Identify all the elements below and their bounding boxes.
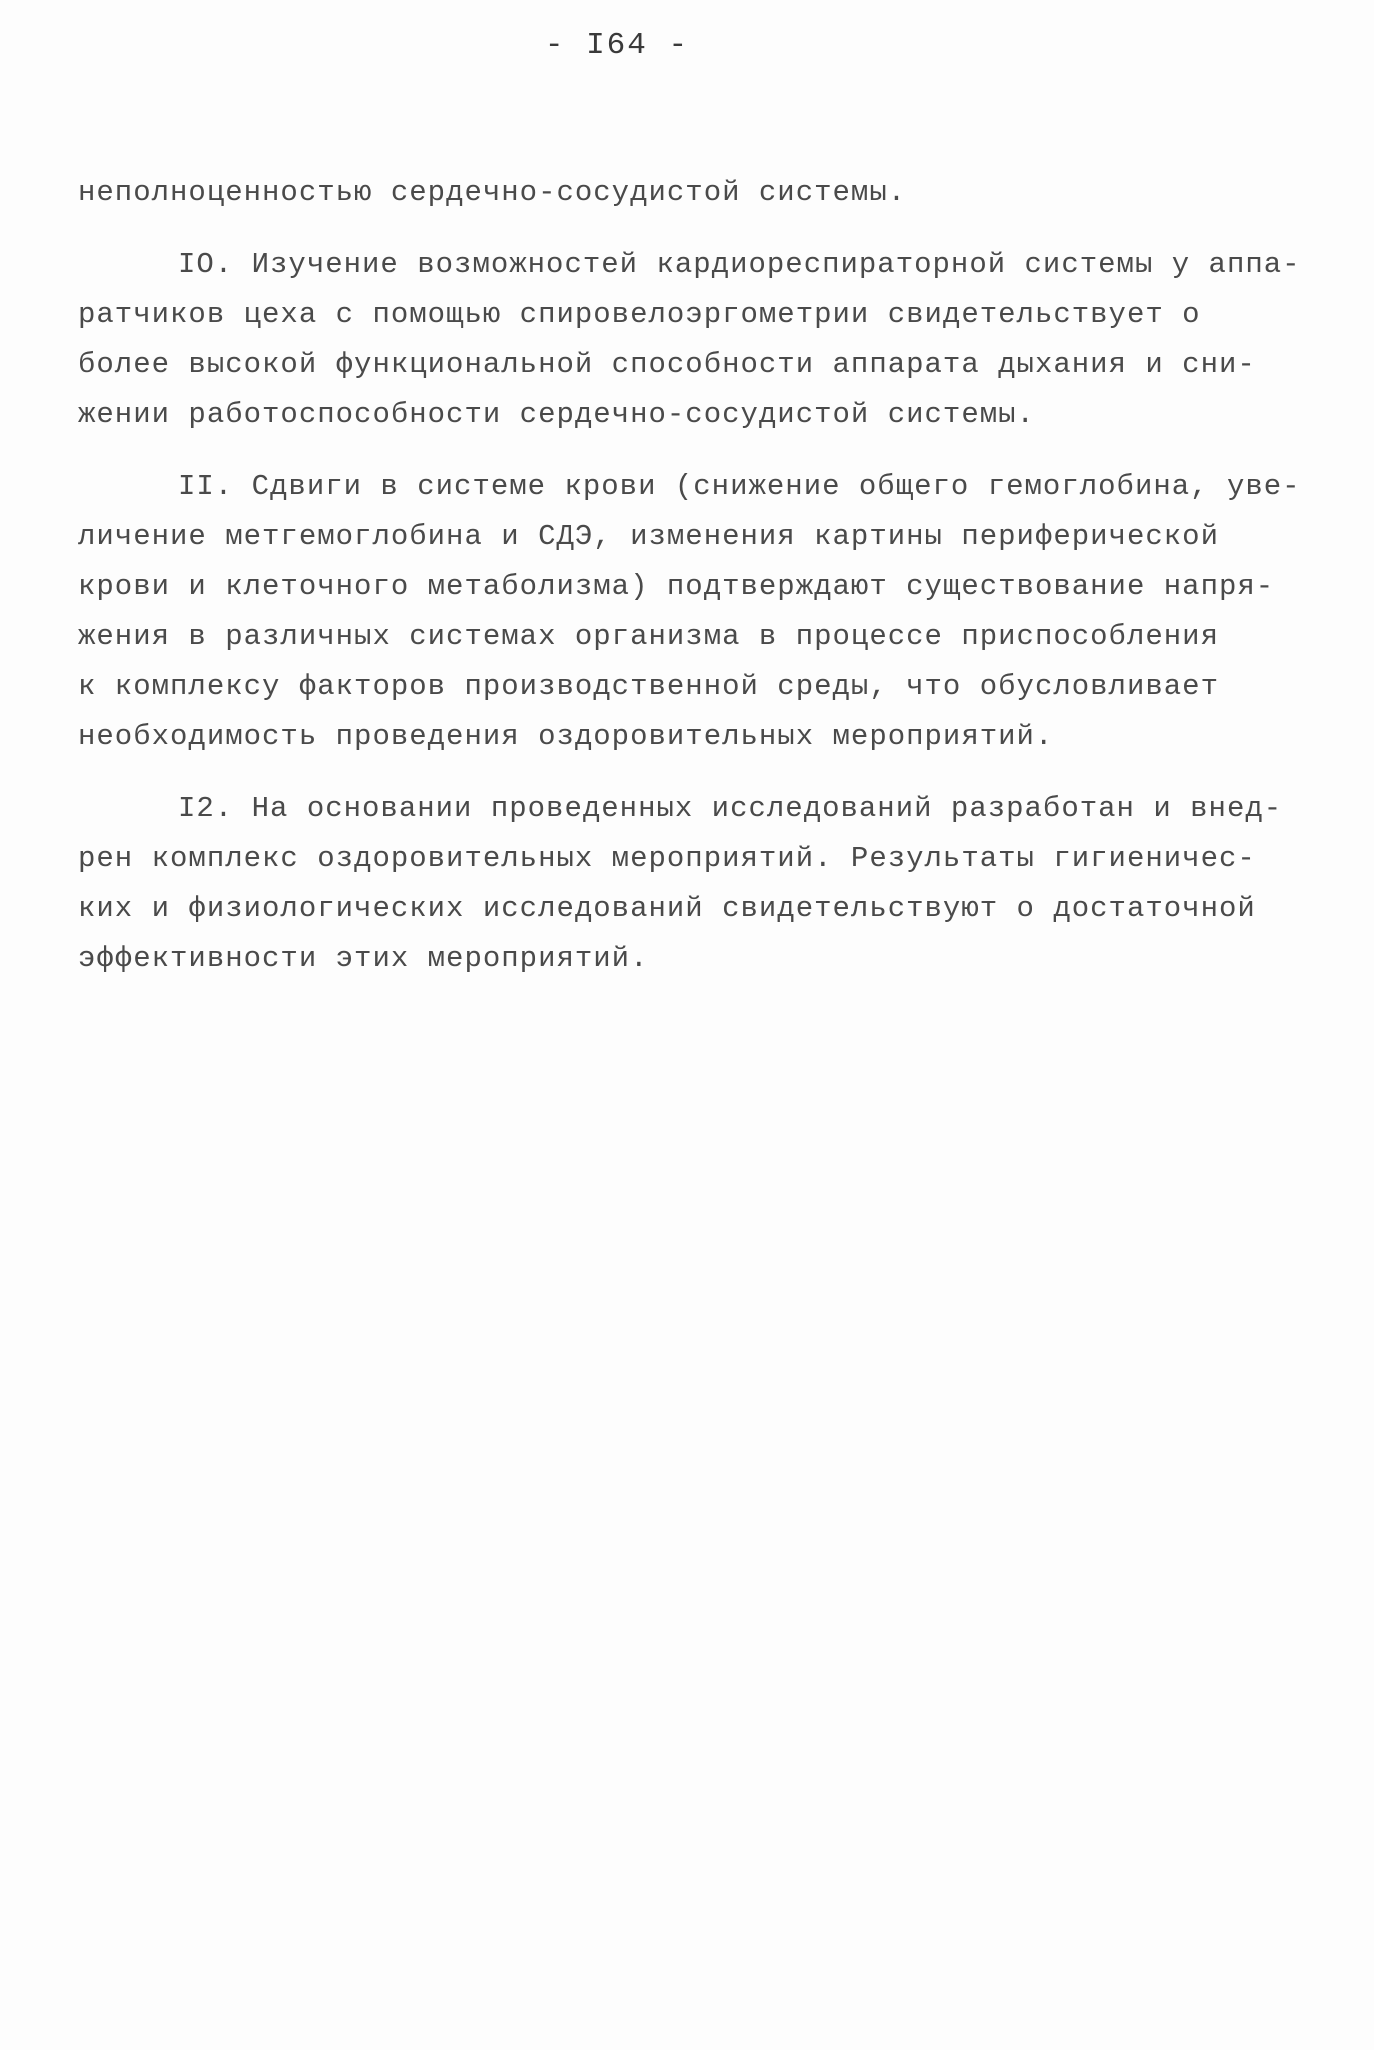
text-line: крови и клеточного метаболизма) подтверждают существование напря- bbox=[78, 570, 1275, 603]
text-line: личение метгемоглобина и СДЭ, изменения картины периферической bbox=[78, 520, 1219, 553]
text-line: ратчиков цеха с помощью спировелоэргометрии свидетельствует о bbox=[78, 298, 1201, 331]
text-line: рен комплекс оздоровительных мероприятий. Результаты гигиеничес- bbox=[78, 842, 1256, 875]
paragraph-gap bbox=[78, 218, 1298, 240]
text-line: IO. Изучение возможностей кардиореспираторной системы у аппа- bbox=[178, 248, 1301, 281]
text-line: необходимость проведения оздоровительных мероприятий. bbox=[78, 720, 1054, 753]
body-text bbox=[78, 168, 1301, 984]
text-line: более высокой функциональной способности аппарата дыхания и сни- bbox=[78, 348, 1256, 381]
text-line: ких и физиологических исследований свидетельствуют о достаточной bbox=[78, 892, 1256, 925]
paragraph-gap bbox=[78, 762, 1298, 784]
text-line: неполноценностью сердечно-сосудистой системы. bbox=[78, 176, 907, 209]
text-line: жении работоспособности сердечно-сосудистой системы. bbox=[78, 398, 1035, 431]
text-line: жения в различных системах организма в процессе приспособления bbox=[78, 620, 1219, 653]
paragraph-gap bbox=[78, 440, 1298, 462]
text-line: I2. На основании проведенных исследований разработан и внед- bbox=[178, 792, 1283, 825]
text-line: II. Сдвиги в системе крови (снижение общего гемоглобина, уве- bbox=[178, 470, 1301, 503]
text-line: к комплексу факторов производственной среды, что обусловливает bbox=[78, 670, 1219, 703]
page-number: - I64 - bbox=[544, 28, 690, 63]
text-line: эффективности этих мероприятий. bbox=[78, 942, 649, 975]
